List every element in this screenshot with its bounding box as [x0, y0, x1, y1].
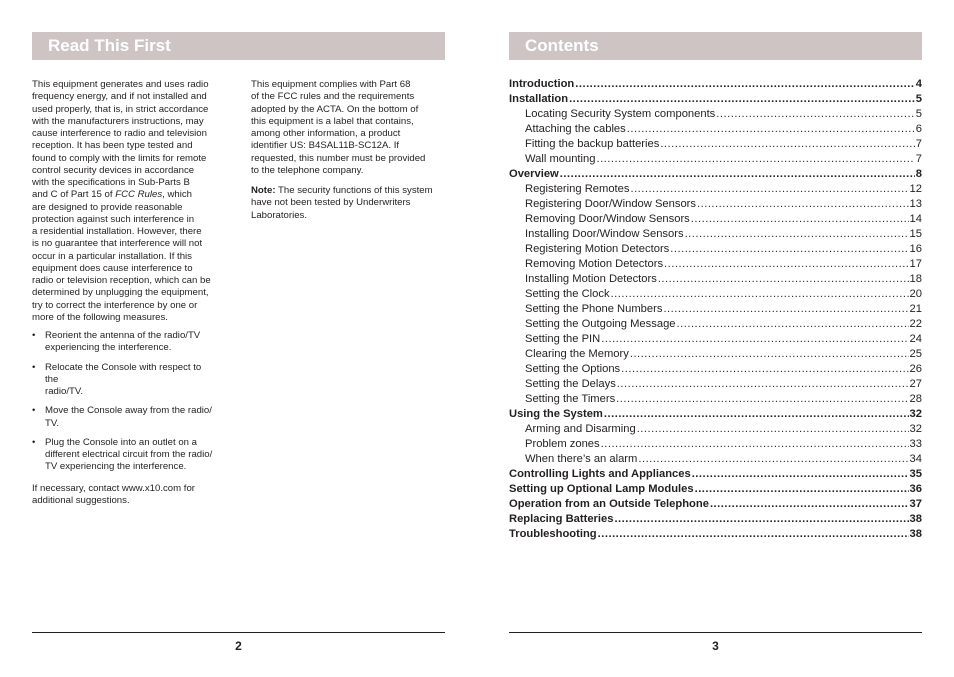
toc-entry-label: Setting the Options [525, 363, 621, 375]
toc-entry-page: 33 [909, 438, 922, 450]
toc-dot-leader [569, 92, 915, 107]
toc-entry[interactable] [509, 392, 922, 407]
toc-entry-page: 36 [909, 483, 922, 495]
toc-entry[interactable] [509, 347, 922, 362]
toc-entry[interactable] [509, 422, 922, 437]
toc-dot-leader [601, 332, 908, 347]
part-68-paragraph: This equipment complies with Part 68 of the FCC rules and the requirements adopted by the ACTA. On the bottom of this equipment is a label that contains, among other information, a product identifier US: B4SAL11B-SC12A. If requested, this number must be provided to the telephone company. [251, 79, 426, 176]
toc-entry-label: Setting the Delays [525, 378, 616, 390]
toc-entry-page: 16 [909, 243, 922, 255]
toc-entry[interactable] [509, 317, 922, 332]
toc-entry-page: 5 [915, 108, 922, 120]
toc-dot-leader [598, 527, 909, 542]
toc-dot-leader [658, 272, 909, 287]
fcc-interference-paragraph: This equipment generates and uses radio frequency energy, and if not installed and used properly, that is, in strict accordance with the manufacturers instructions, may cause interference to radio and television reception. It has been type tested and found to comply with the limits for remote control security devices in accordance with the specifications in Sub-Parts B and C of Part 15 of FCC Rules, which are designed to provide reasonable protection against such interference in a residential installation. However, there is no guarantee that interference will not occur in a particular installation. If this equipment does cause interference to radio or television reception, which can be determined by unplugging the equipment, try to correct the interference by one or more of the following measures. [32, 79, 211, 323]
toc-entry[interactable] [509, 527, 922, 542]
toc-entry-page: 20 [909, 288, 922, 300]
toc-dot-leader [627, 122, 915, 137]
toc-entry[interactable] [509, 182, 922, 197]
toc-entry[interactable] [509, 92, 922, 107]
toc-entry[interactable] [509, 152, 922, 167]
toc-entry-label: Problem zones [525, 438, 600, 450]
page-number-left: 2 [235, 639, 242, 653]
bullet-icon: • [32, 436, 36, 448]
contents-heading: Contents [509, 32, 922, 60]
toc-dot-leader [616, 392, 908, 407]
toc-entry-label: Introduction [509, 78, 575, 90]
toc-entry-page: 5 [915, 93, 922, 105]
toc-dot-leader [601, 437, 909, 452]
list-item: • Plug the Console into an outlet on a different electrical circuit from the radio/ TV experiencing the interference. [32, 436, 213, 473]
toc-entry-label: Setting the PIN [525, 333, 601, 345]
toc-entry[interactable] [509, 197, 922, 212]
toc-dot-leader [660, 137, 914, 152]
toc-entry-page: 15 [909, 228, 922, 240]
toc-entry-page: 6 [915, 123, 922, 135]
toc-entry[interactable] [509, 167, 922, 182]
toc-entry-page: 7 [915, 138, 922, 150]
toc-entry-label: Removing Motion Detectors [525, 258, 664, 270]
toc-entry-page: 32 [909, 423, 922, 435]
read-this-first-heading: Read This First [32, 32, 445, 60]
toc-dot-leader [596, 152, 914, 167]
toc-entry-page: 35 [909, 468, 922, 480]
note-label: Note: [251, 185, 276, 196]
toc-entry-label: Setting the Clock [525, 288, 610, 300]
toc-entry-page: 25 [909, 348, 922, 360]
toc-dot-leader [611, 287, 909, 302]
toc-entry-page: 21 [909, 303, 922, 315]
footer-rule-left [32, 632, 445, 633]
toc-dot-leader [638, 452, 908, 467]
toc-entry-page: 14 [909, 213, 922, 225]
toc-dot-leader [664, 257, 909, 272]
toc-dot-leader [630, 347, 909, 362]
toc-entry-page: 28 [909, 393, 922, 405]
toc-dot-leader [692, 467, 909, 482]
toc-entry-page: 22 [909, 318, 922, 330]
toc-entry[interactable] [509, 212, 922, 227]
toc-entry-page: 17 [909, 258, 922, 270]
toc-entry-label: Overview [509, 168, 559, 180]
toc-dot-leader [604, 407, 909, 422]
toc-dot-leader [677, 317, 909, 332]
toc-dot-leader [614, 512, 908, 527]
toc-entry-page: 38 [909, 513, 922, 525]
toc-entry[interactable] [509, 407, 922, 422]
page-number-right: 3 [712, 639, 719, 653]
toc-entry-page: 7 [915, 153, 922, 165]
interference-measures-list [32, 330, 227, 474]
toc-entry[interactable] [509, 107, 922, 122]
list-item: • Reorient the antenna of the radio/TV experiencing the interference. [32, 330, 201, 354]
toc-entry[interactable] [509, 362, 922, 377]
toc-entry-label: Operation from an Outside Telephone [509, 498, 709, 510]
fcc-rules-citation: FCC Rules [115, 189, 163, 201]
toc-entry[interactable] [509, 512, 922, 527]
toc-entry-label: Setting the Timers [525, 393, 616, 405]
toc-entry-page: 13 [909, 198, 922, 210]
toc-entry-page: 27 [909, 378, 922, 390]
toc-entry-label: Clearing the Memory [525, 348, 629, 360]
toc-dot-leader [695, 482, 909, 497]
toc-dot-leader [710, 497, 909, 512]
toc-entry-page: 37 [909, 498, 922, 510]
toc-entry-label: Wall mounting [525, 153, 596, 165]
list-item: • Move the Console away from the radio/ TV. [32, 405, 212, 429]
toc-entry-page: 38 [909, 528, 922, 540]
toc-entry-label: Replacing Batteries [509, 513, 614, 525]
toc-entry[interactable] [509, 452, 922, 467]
toc-dot-leader [637, 422, 909, 437]
toc-entry-page: 18 [909, 273, 922, 285]
bullet-icon: • [32, 361, 36, 373]
toc-entry[interactable] [509, 272, 922, 287]
toc-entry-page: 4 [915, 78, 922, 90]
toc-entry-label: Registering Remotes [525, 183, 630, 195]
toc-entry-label: Registering Motion Detectors [525, 243, 670, 255]
toc-entry-label: Installing Motion Detectors [525, 273, 657, 285]
toc-entry[interactable] [509, 122, 922, 137]
toc-entry[interactable] [509, 437, 922, 452]
toc-entry-label: Installation [509, 93, 569, 105]
toc-entry-label: When there’s an alarm [525, 453, 638, 465]
contact-paragraph: If necessary, contact www.x10.com for additional suggestions. [32, 482, 195, 506]
toc-entry[interactable] [509, 377, 922, 392]
bullet-icon: • [32, 405, 36, 417]
toc-dot-leader [560, 167, 915, 182]
toc-dot-leader [716, 107, 914, 122]
toc-entry[interactable] [509, 257, 922, 272]
list-item: • Relocate the Console with respect to the radio/TV. [32, 361, 202, 397]
toc-dot-leader [663, 302, 908, 317]
toc-entry[interactable] [509, 137, 922, 152]
toc-dot-leader [575, 77, 915, 92]
toc-entry[interactable] [509, 482, 922, 497]
toc-entry-page: 32 [909, 408, 922, 420]
toc-entry-label: Registering Door/Window Sensors [525, 198, 696, 210]
bullet-icon: • [32, 330, 36, 341]
toc-dot-leader [617, 377, 909, 392]
toc-dot-leader [670, 242, 908, 257]
toc-entry-label: Controlling Lights and Appliances [509, 468, 691, 480]
toc-entry[interactable] [509, 332, 922, 347]
toc-entry[interactable] [509, 227, 922, 242]
toc-entry-label: Arming and Disarming [525, 423, 636, 435]
ul-note-paragraph: Note: The security functions of this system have not been tested by Underwriters Laboratories. [251, 185, 433, 221]
toc-dot-leader [697, 197, 909, 212]
toc-entry-label: Attaching the cables [525, 123, 626, 135]
toc-dot-leader [685, 227, 909, 242]
toc-entry-label: Installing Door/Window Sensors [525, 228, 684, 240]
toc-entry[interactable] [509, 77, 922, 92]
fcc-notice-column [32, 79, 227, 507]
toc-entry[interactable] [509, 497, 922, 512]
toc-entry-label: Fitting the backup batteries [525, 138, 660, 150]
toc-entry-label: Setting the Outgoing Message [525, 318, 676, 330]
footer-rule-right [509, 632, 922, 633]
toc-entry-label: Locating Security System components [525, 108, 716, 120]
toc-entry[interactable] [509, 302, 922, 317]
toc-entry-page: 24 [909, 333, 922, 345]
toc-entry-page: 12 [909, 183, 922, 195]
toc-dot-leader [621, 362, 908, 377]
toc-entry-label: Troubleshooting [509, 528, 597, 540]
toc-dot-leader [691, 212, 909, 227]
toc-entry-label: Using the System [509, 408, 603, 420]
toc-entry[interactable] [509, 287, 922, 302]
toc-dot-leader [630, 182, 908, 197]
toc-entry-page: 26 [909, 363, 922, 375]
table-of-contents [509, 77, 922, 542]
toc-entry-page: 8 [915, 168, 922, 180]
toc-entry-label: Removing Door/Window Sensors [525, 213, 690, 225]
toc-entry-page: 34 [909, 453, 922, 465]
toc-entry[interactable] [509, 242, 922, 257]
toc-entry[interactable] [509, 467, 922, 482]
toc-entry-label: Setting the Phone Numbers [525, 303, 663, 315]
toc-entry-label: Setting up Optional Lamp Modules [509, 483, 694, 495]
part-68-column [251, 79, 447, 222]
